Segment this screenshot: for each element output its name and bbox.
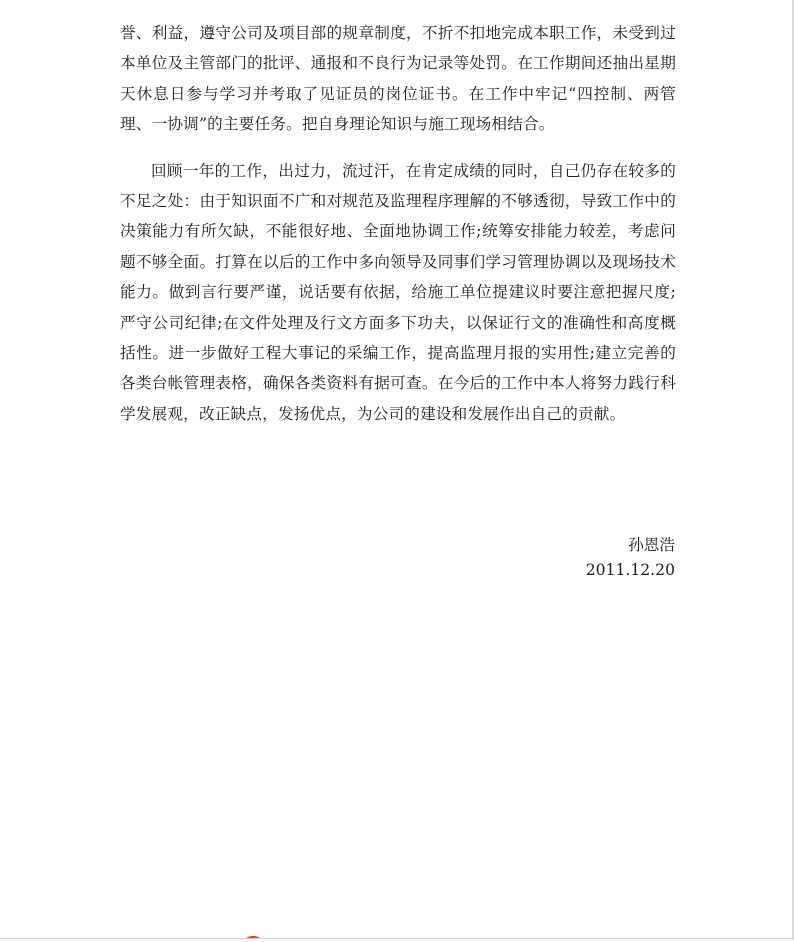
red-stamp-edge: [246, 936, 260, 942]
signature-date: 2011.12.20: [585, 561, 675, 579]
signature-block: [520, 533, 675, 583]
paragraph-continued: 誉、利益，遵守公司及项目部的规章制度，不折不扣地完成本职工作，未受到过本单位及主管部门的批评、通报和不良行为记录等处罚。在工作期间还抽出星期天休息日参与学习并考取了见证员的岗位证书。在工作中牢记“四控制、两管理、一协调”的主要任务。把自身理论知识与施工现场相结合。: [120, 24, 676, 134]
paragraph-review: 回顾一年的工作，出过力，流过汗，在肯定成绩的同时，自己仍存在较多的不足之处：由于知识面不广和对规范及监理程序理解的不够透彻，导致工作中的决策能力有所欠缺，不能很好地、全面地协调工作;统筹安排能力较差，考虑问题不够全面。打算在以后的工作中多向领导及同事们学习管理协调以及现场技术能力。做到言行要严谨，说话要有依据，给施工单位提建议时要注意把握尺度;严守公司纪律;在文件处理及行文方面多下功夫，以保证行文的准确性和高度概括性。进一步做好工程大事记的采编工作，提高监理月报的实用性;建立完善的各类台帐管理表格，确保各类资料有据可查。在今后的工作中本人将努力践行科学发展观，改正缺点，发扬优点，为公司的建设和发展作出自己的贡献。: [120, 161, 676, 423]
document-body: [120, 18, 676, 429]
page-edge-bottom: [0, 938, 794, 939]
signature-name: 孙恩浩: [628, 536, 675, 554]
